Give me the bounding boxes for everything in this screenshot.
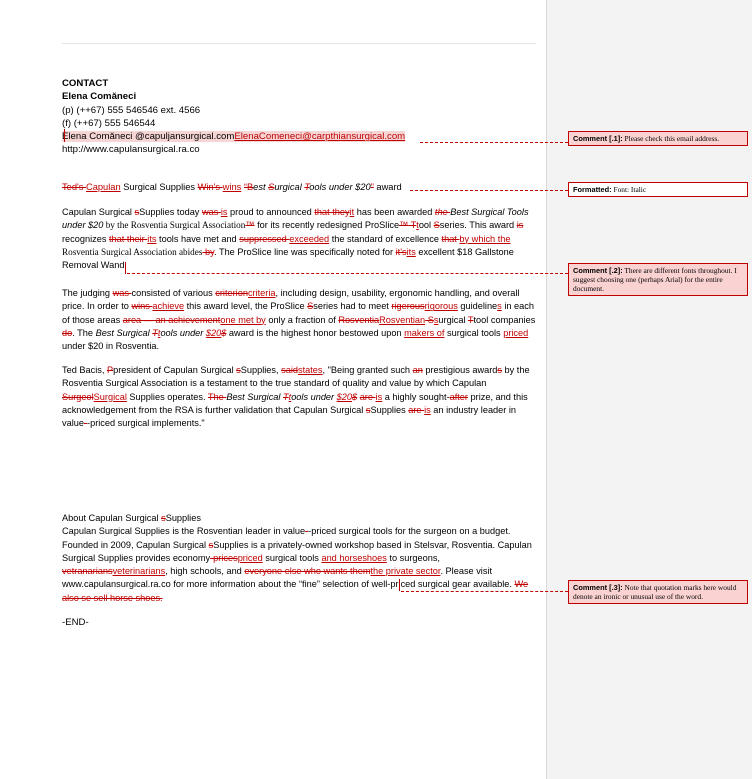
press-headline: Ted's Capulan Surgical Supplies Win's wins “Best Surgical Tools under $20” award xyxy=(62,182,402,192)
paragraph-2: The judging was consisted of various criterioncriteria, including design, usability, ergonomic handling, and overall price. In order to wins achieve this award level, the ProSlice Sseries had to meet rigerousrigorous guidelines in each of those areas area — an achievementone met by only a fraction of RosventiaRosventian Ssurgical Ttool companies do. The Best Surgical Ttools under $20$ award is the highest honor bestowed upon makers of surgical tools priced under $20 in Rosventia. xyxy=(62,288,536,352)
about-heading: About Capulan Surgical sSupplies xyxy=(62,513,201,523)
wand-change-marker xyxy=(125,262,126,274)
paragraph-1: Capulan Surgical sSupplies today was is proud to announced that theyit has been awarded the Best Surgical Tools under $20 by the Rosventia Surgical Association™ for its recently redesigned ProSlice™ Ttool Sseries. This award is recognizes that their its tools have met and suppressed exceeded the standard of excellence that by which the Rosventia Surgical Association abides by. The ProSlice line was specifically noted for it'sits excellent $18 Gallstone Removal Wand xyxy=(62,207,529,271)
formatted-balloon[interactable]: Formatted: Font: Italic xyxy=(568,182,748,197)
email-old: Elena Comăneci @capuljansurgical.com xyxy=(62,131,235,143)
comment-1-connector xyxy=(420,142,568,143)
paragraph-3: Ted Bacis, Ppresident of Capulan Surgical sSupplies, saidstates, "Being granted such an prestigious awards by the Rosventia Surgical Association is a testament to the true standard of quality and value by which Capulan SurgeolSurgical Supplies operates. The Best Surgical Ttools under $20$ are is a highly sought-after prize, and this acknowledgement from the RSA is further validation that Capulan Surgical sSupplies are is an industry leader in value--priced surgical implements." xyxy=(62,365,530,429)
comment-3-connector xyxy=(401,591,568,592)
comment-3-balloon[interactable]: Comment [.3]: Note that quotation marks here would denote an ironic or unusual use of the word. xyxy=(568,580,748,604)
contact-website[interactable]: http://www.capulansurgical.ra.co xyxy=(62,144,200,156)
contact-heading: CONTACT xyxy=(62,78,109,89)
about-body: Capulan Surgical Supplies is the Rosventian leader in value--priced surgical tools for the surgeon on a budget. Founded in 2009, Capulan Surgical sSupplies is a privately-owned workshop based in Stelsvar, Rosventia. Capulan Surgical Supplies provides economy-pricespriced surgical tools and horseshoes to surgeons, vetranariansveterinarians, high schools, and everyone else who wants themthe private sector. Please visit www.capulansurgical.ra.co for more information about the “fine” selection of well-priced surgical gear available. We also se sell horse shoes. xyxy=(62,526,532,603)
contact-fax: (f) (++67) 555 546544 xyxy=(62,117,156,129)
header-rule xyxy=(62,43,536,44)
contact-block xyxy=(62,77,538,157)
contact-phone: (p) (++67) 555 546546 ext. 4566 xyxy=(62,104,201,116)
end-marker: -END- xyxy=(62,617,89,628)
formatted-connector xyxy=(410,190,568,191)
email-new: ElenaComeneci@carpthiansurgical.com xyxy=(234,131,406,143)
comment-margin xyxy=(546,0,752,779)
comment-1-balloon[interactable]: Comment [.1]: Please check this email address. xyxy=(568,131,748,146)
fine-change-marker xyxy=(399,579,400,591)
email-change-marker xyxy=(64,129,65,142)
comment-2-balloon[interactable]: Comment [.2]: There are different fonts throughout. I suggest choosing one (perhaps Arial) for the entire document. xyxy=(568,263,748,296)
contact-name: Elena Comăneci xyxy=(62,91,137,103)
comment-2-connector xyxy=(127,273,568,274)
